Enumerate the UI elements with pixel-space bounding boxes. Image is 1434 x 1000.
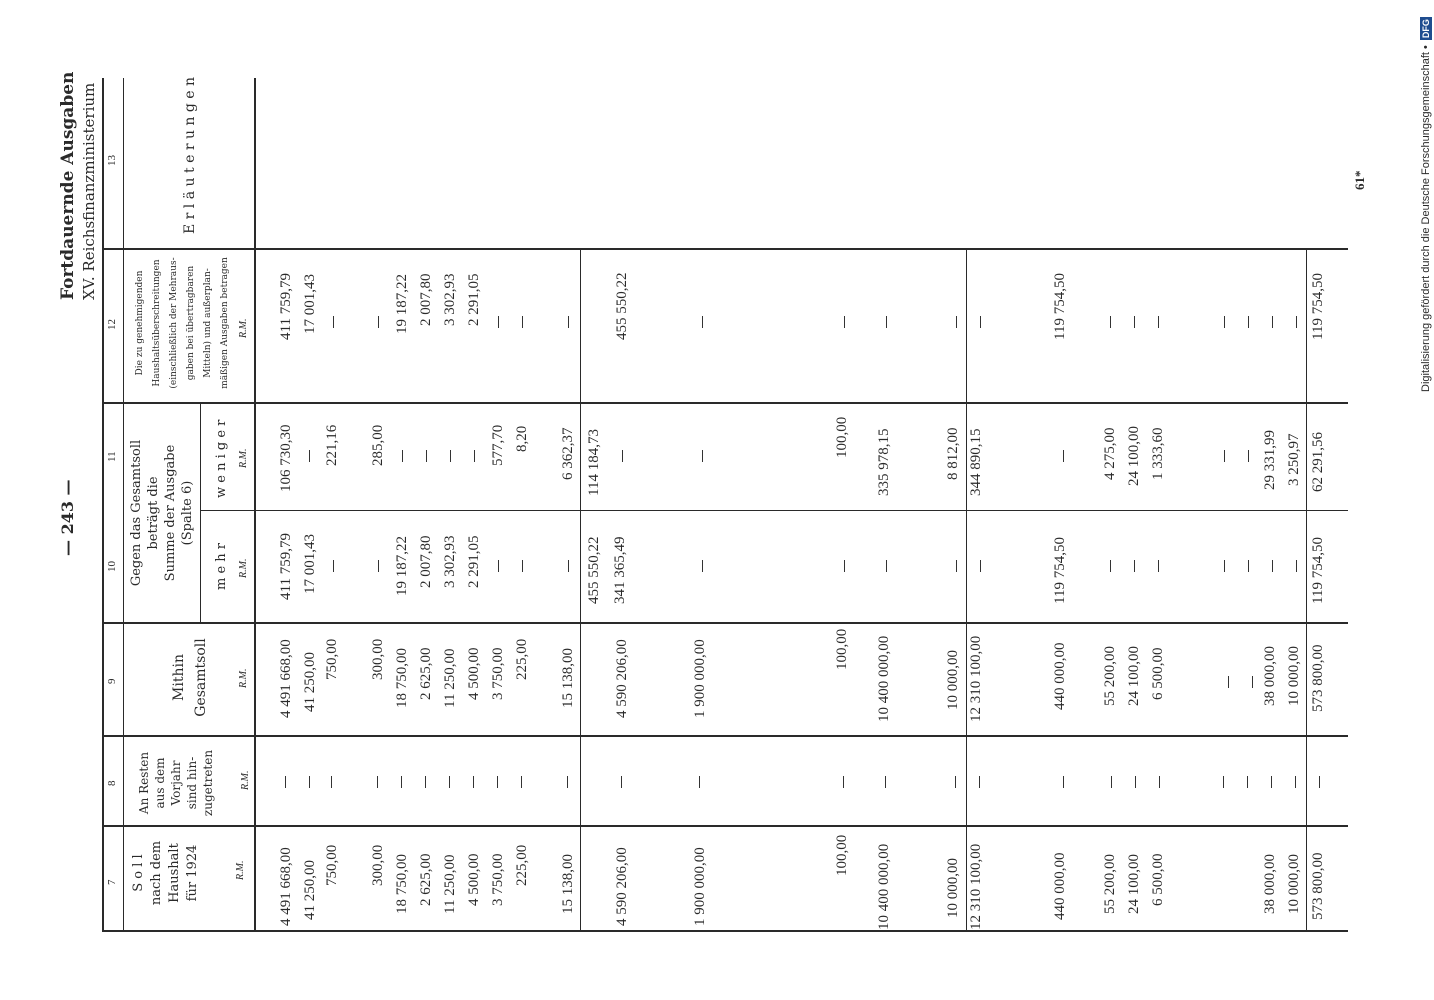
col10-number: 10 <box>106 561 118 572</box>
c11-value: 100,00 <box>834 416 850 458</box>
col8-header: An Resten aus dem Vorjahr sind hin- zugetreten <box>137 749 215 817</box>
c7-value: 11 250,00 <box>442 854 458 914</box>
c9-value: 11 250,00 <box>442 648 458 708</box>
c7-value: 2 625,00 <box>418 853 434 906</box>
page-subtitle: XV. Reichsfinanzministerium <box>80 82 98 300</box>
c9-value: 12 310 100,00 <box>968 635 984 722</box>
col10-unit: R.M. <box>238 558 249 578</box>
c7-value: 10 000,00 <box>1286 854 1302 914</box>
c7-value: 750,00 <box>324 844 340 886</box>
c9-value: 4 500,00 <box>466 647 482 700</box>
c12-value: 2 291,05 <box>466 273 482 326</box>
c7-value: 15 138,00 <box>560 854 576 914</box>
col12-unit: R.M. <box>238 318 249 338</box>
c7-value: 100,00 <box>834 834 850 876</box>
c11-value: 8,20 <box>514 425 530 452</box>
c7-value: 4 500,00 <box>466 853 482 906</box>
col10-header: m e h r <box>214 542 229 590</box>
c9-value: 15 138,00 <box>560 648 576 708</box>
c10-value: 119 754,50 <box>1052 537 1068 604</box>
col13-number: 13 <box>106 155 118 166</box>
col10-11-header: Gegen das Gesamtsoll beträgt die Summe der Ausgabe (Spalte 6) <box>129 439 195 587</box>
c9-value: 38 000,00 <box>1262 646 1278 706</box>
col13-header: E r l ä u t e r u n g e n <box>182 76 198 234</box>
c11-value: 106 730,30 <box>278 424 294 492</box>
c9-value: 41 250,00 <box>302 652 318 712</box>
c7-value: 300,00 <box>370 844 386 886</box>
c7-value: 38 000,00 <box>1262 854 1278 914</box>
c11-value: 1 333,60 <box>1150 427 1166 480</box>
c12-value: 411 759,79 <box>278 273 294 340</box>
digitization-note <box>1420 17 1432 392</box>
col12-header: Die zu genehmigenden Haushaltsüberschreitungen (einschließlich der Mehraus- gaben bei übertragbaren Mitteln) und außerplan- mäßigen Ausgaben betragen <box>135 257 230 389</box>
c9-value: 300,00 <box>370 638 386 680</box>
c12-value: 455 550,22 <box>614 272 630 340</box>
c11-value: 3 250,97 <box>1286 433 1302 486</box>
col7-header: S o l l nach dem Haushalt für 1924 <box>131 840 200 906</box>
c11-value: 344 890,15 <box>968 428 984 496</box>
c12-value: 119 754,50 <box>1310 273 1326 340</box>
c7-value: 18 750,00 <box>394 854 410 914</box>
c11-value: 6 362,37 <box>560 427 576 480</box>
c12-value: 2 007,80 <box>418 273 434 326</box>
c12-value: 17 001,43 <box>302 274 318 334</box>
c10-value: 19 187,22 <box>394 536 410 596</box>
c7-value: 55 200,00 <box>1102 854 1118 914</box>
c7-value: 4 491 668,00 <box>278 847 294 926</box>
col7-number: 7 <box>106 879 118 885</box>
c9-value: 6 500,00 <box>1150 647 1166 700</box>
c9-value: 3 750,00 <box>490 647 506 700</box>
c11-value: 8 812,00 <box>945 427 961 480</box>
c9-value: 573 800,00 <box>1310 644 1326 712</box>
col11-header: w e n i g e r <box>214 419 229 498</box>
col9-unit: R.M. <box>238 668 249 688</box>
c9-value: 4 491 668,00 <box>278 639 294 718</box>
c10-value: 119 754,50 <box>1310 537 1326 604</box>
c11-value: 62 291,56 <box>1310 432 1326 492</box>
c9-value: 18 750,00 <box>394 648 410 708</box>
c10-value: 3 302,93 <box>442 535 458 588</box>
c7-value: 225,00 <box>514 844 530 886</box>
c10-value: 2 291,05 <box>466 535 482 588</box>
col11-unit: R.M. <box>238 448 249 468</box>
c7-value: 573 800,00 <box>1310 852 1326 920</box>
c7-value: 1 900 000,00 <box>692 847 708 926</box>
c7-value: 6 500,00 <box>1150 853 1166 906</box>
col12-number: 12 <box>106 319 118 330</box>
c11-value: 114 184,73 <box>586 429 602 496</box>
col8-number: 8 <box>106 780 118 786</box>
dfg-logo: DFG <box>1421 19 1431 39</box>
c9-value: 24 100,00 <box>1126 646 1142 706</box>
c9-value: 55 200,00 <box>1102 646 1118 706</box>
digitization-text: Digitalisierung gefördert durch die Deutsche Forschungsgemeinschaft • <box>1420 45 1432 392</box>
c7-value: 41 250,00 <box>302 860 318 920</box>
c12-value: 19 187,22 <box>394 274 410 334</box>
c12-value: 3 302,93 <box>442 273 458 326</box>
c11-value: 24 100,00 <box>1126 426 1142 486</box>
c9-value: 10 000,00 <box>1286 646 1302 706</box>
c11-value: 577,70 <box>490 424 506 466</box>
col9-header: Mithin Gesamtsoll <box>171 638 209 717</box>
c11-value: 221,16 <box>324 424 340 466</box>
c11-value: 4 275,00 <box>1102 427 1118 480</box>
page-title: Fortdauernde Ausgaben <box>58 71 78 300</box>
c11-value: 285,00 <box>370 424 386 466</box>
c9-value: 225,00 <box>514 638 530 680</box>
c10-value: 341 365,49 <box>612 536 628 604</box>
col8-unit: R.M. <box>240 770 251 790</box>
c7-value: 440 000,00 <box>1052 852 1068 920</box>
c10-value: 411 759,79 <box>278 533 294 600</box>
c10-value: 2 007,80 <box>418 535 434 588</box>
c7-value: 12 310 100,00 <box>968 843 984 930</box>
c7-value: 24 100,00 <box>1126 854 1142 914</box>
col7-unit: R.M. <box>235 860 246 880</box>
page-number: — 243 — <box>58 479 77 556</box>
c10-value: 17 001,43 <box>302 534 318 594</box>
c9-value: 750,00 <box>324 638 340 680</box>
c9-value: 2 625,00 <box>418 647 434 700</box>
c7-value: 4 590 206,00 <box>614 847 630 926</box>
c7-value: 3 750,00 <box>490 853 506 906</box>
page-signature: 61* <box>1352 170 1367 190</box>
c9-value: 100,00 <box>834 628 850 670</box>
c7-value: 10 400 000,00 <box>876 843 892 930</box>
c11-value: 335 978,15 <box>876 428 892 496</box>
c9-value: 10 000,00 <box>945 650 961 710</box>
c9-value: 10 400 000,00 <box>876 635 892 722</box>
c9-value: 4 590 206,00 <box>614 639 630 718</box>
c9-value: 440 000,00 <box>1052 642 1068 710</box>
c9-value: 1 900 000,00 <box>692 639 708 718</box>
c12-value: 119 754,50 <box>1052 273 1068 340</box>
c11-value: 29 331,99 <box>1262 430 1278 490</box>
c10-value: 455 550,22 <box>586 536 602 604</box>
col9-number: 9 <box>106 678 118 684</box>
col11-number: 11 <box>106 451 118 462</box>
c7-value: 10 000,00 <box>945 858 961 918</box>
